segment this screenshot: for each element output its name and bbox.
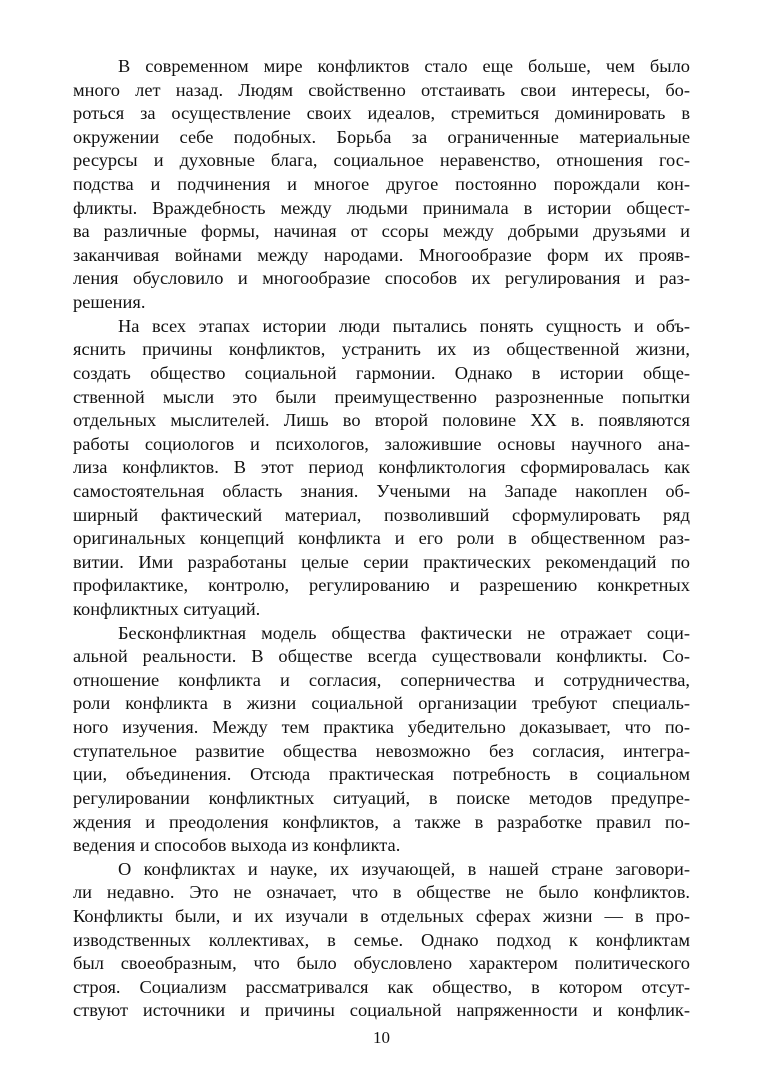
text-line: ствуют источники и причины социальной напряженности и конфлик- [73,1000,690,1021]
text-line: ственной мысли это были преимущественно разрозненные попытки [73,386,690,407]
text-line: ления обусловило и многообразие способов их регулирования и раз- [73,268,690,289]
text-line: яснить причины конфликтов, устранить их из общественной жизни, [73,339,690,360]
text-line: отдельных мыслителей. Лишь во второй половине XX в. появляются [73,410,690,431]
text-line: лиза конфликтов. В этот период конфликтология сформировалась как [73,457,690,478]
text-line: работы социологов и психологов, заложившие основы научного ана- [73,433,690,454]
text-line: роться за осуществление своих идеалов, стремиться доминировать в [73,103,690,124]
text-line: ного изучения. Между тем практика убедительно доказывает, что по- [73,717,690,738]
paragraph-1 [73,55,690,315]
text-line: конфликтных ситуаций. [73,599,261,620]
text-line: ведения и способов выхода из конфликта. [73,835,401,856]
text-line: строя. Социализм рассматривался как общество, в котором отсут- [73,976,690,997]
text-line: Бесконфликтная модель общества фактически не отражает соци- [118,622,690,643]
text-line: подства и подчинения и многое другое постоянно порождали кон- [73,174,690,195]
paragraph-2 [73,315,690,622]
text-line: В современном мире конфликтов стало еще больше, чем было [118,56,690,76]
text-line: На всех этапах истории люди пытались понять сущность и объ- [118,315,690,336]
text-line: ширный фактический материал, позволивший сформулировать ряд [73,504,690,525]
text-line: профилактике, контролю, регулированию и разрешению конкретных [73,575,690,596]
text-line: альной реальности. В обществе всегда существовали конфликты. Со- [73,646,690,667]
text-line: оригинальных концепций конфликта и его роли в общественном раз- [73,528,690,549]
text-line: изводственных коллективах, в семье. Однако подход к конфликтам [73,929,690,950]
text-line: О конфликтах и науке, их изучающей, в нашей стране заговори- [118,858,690,879]
text-line: ли недавно. Это не означает, что в обществе не было конфликтов. [73,882,690,903]
text-line: фликты. Враждебность между людьми принимала в истории общест- [73,197,690,218]
text-line: отношение конфликта и согласия, соперничества и сотрудничества, [73,669,690,690]
text-line: был своеобразным, что было обусловлено характером политического [73,953,690,974]
text-line: ступательное развитие общества невозможно без согласия, интегра- [73,740,690,761]
text-line: много лет назад. Людям свойственно отстаивать свои интересы, бо- [73,79,690,100]
page-number: 10 [373,1028,390,1047]
text-line: окружении себе подобных. Борьба за ограниченные материальные [73,126,690,147]
paragraph-4 [73,858,690,1023]
text-line: витии. Ими разработаны целые серии практических рекомендаций по [73,551,690,572]
body-text [73,55,690,1023]
text-line: ва различные формы, начиная от ссоры между добрыми друзьями и [73,221,690,242]
text-line: регулировании конфликтных ситуаций, в поиске методов предупре- [73,787,690,808]
text-line: ждения и преодоления конфликтов, а также в разработке правил по- [73,811,690,832]
text-line: заканчивая войнами между народами. Многообразие форм их прояв- [73,244,690,265]
text-line: ресурсы и духовные блага, социальное неравенство, отношения гос- [73,150,690,171]
text-line: решения. [73,292,146,313]
text-line: роли конфликта в жизни социальной организации требуют специаль- [73,693,690,714]
text-line: ции, объединения. Отсюда практическая потребность в социальном [73,764,690,785]
text-line: самостоятельная область знания. Учеными на Западе накоплен об- [73,480,690,501]
text-line: Конфликты были, и их изучали в отдельных сферах жизни — в про- [73,905,690,926]
text-line: создать общество социальной гармонии. Однако в истории обще- [73,362,690,383]
paragraph-3 [73,622,690,858]
